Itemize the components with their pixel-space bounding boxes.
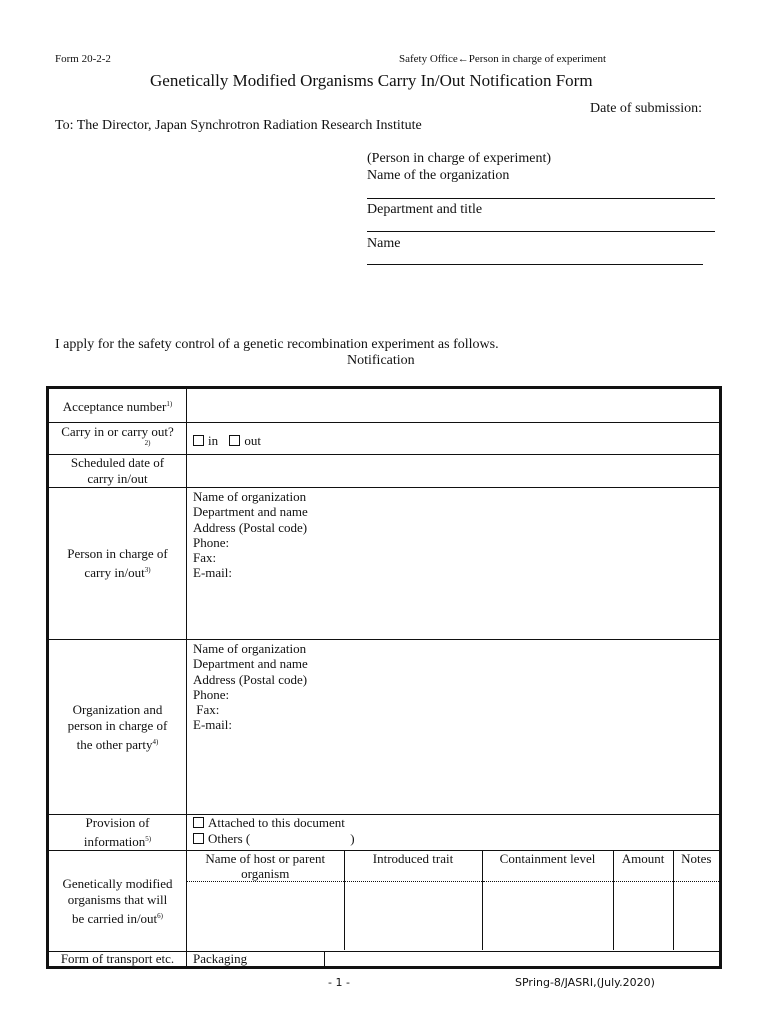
other-email-line: E-mail: — [193, 717, 232, 733]
scheduled-date-field[interactable] — [187, 455, 721, 488]
person-label — [48, 488, 187, 640]
other-party-label-line: Organization and — [72, 701, 163, 717]
row-gmo — [48, 851, 721, 952]
row-other-party — [48, 640, 721, 815]
others-option-label: Others ( — [208, 830, 251, 846]
person-email-line: E-mail: — [193, 565, 232, 581]
col-host-line: Name of host or parent — [205, 851, 326, 866]
note-ref: 2) — [144, 439, 151, 447]
form-number: Form 20-2-2 — [55, 53, 111, 65]
note-ref: 3) — [144, 566, 151, 574]
col-amount: Amount — [613, 851, 673, 882]
col-notes: Notes — [673, 851, 719, 882]
out-checkbox[interactable] — [229, 433, 261, 448]
checkbox-icon[interactable] — [193, 817, 204, 828]
addressee: To: The Director, Japan Synchrotron Radiation Research Institute — [55, 118, 422, 133]
row-carry — [48, 423, 721, 455]
others-close-paren: ) — [350, 830, 355, 846]
organization-line[interactable] — [367, 198, 715, 199]
checkbox-icon[interactable] — [193, 435, 204, 446]
scheduled-label-line: carry in/out — [87, 471, 148, 486]
other-address-line: Address (Postal code) — [193, 671, 308, 687]
gmo-header-row — [187, 851, 719, 882]
provision-label-line: Provision of — [85, 815, 150, 830]
trait-field[interactable] — [344, 882, 482, 950]
name-line[interactable] — [367, 264, 703, 265]
version-label: SPring-8/JASRI,(July.2020) — [515, 976, 655, 989]
col-host-line: organism — [241, 866, 290, 881]
other-party-label-line: person in charge of — [67, 717, 168, 733]
gmo-label-line: organisms that will — [67, 891, 168, 907]
other-dept-line: Department and name — [193, 656, 308, 672]
gmo-label — [48, 851, 187, 952]
gmo-label-line: be carried in/out — [71, 910, 158, 926]
routing-label: Safety Office←Person in charge of experiment — [399, 53, 606, 65]
other-party-label-line: the other party — [76, 736, 153, 752]
in-option-label: in — [208, 432, 219, 448]
notes-field[interactable] — [673, 882, 719, 950]
acceptance-number-field[interactable] — [187, 388, 721, 423]
in-checkbox[interactable] — [193, 433, 218, 448]
other-org-line: Name of organization — [193, 641, 307, 656]
page-number: - 1 - — [328, 976, 350, 989]
provision-label-line: information — [83, 834, 146, 849]
col-level: Containment level — [482, 851, 613, 882]
checkbox-icon[interactable] — [229, 435, 240, 446]
name-label: Name — [367, 236, 401, 251]
note-ref: 5) — [145, 835, 152, 843]
organization-label: Name of the organization — [367, 168, 510, 183]
applicant-heading: (Person in charge of experiment) — [367, 151, 552, 166]
transport-label: Form of transport etc. — [48, 952, 187, 968]
provision-label — [48, 815, 187, 851]
transport-grid — [187, 952, 721, 968]
carry-label — [48, 423, 187, 455]
person-org-line: Name of organization — [193, 489, 307, 504]
packaging-field[interactable] — [324, 952, 719, 966]
notification-heading: Notification — [347, 353, 415, 368]
scheduled-label — [48, 455, 187, 488]
note-ref: 6) — [157, 911, 164, 920]
carry-options — [187, 423, 721, 455]
level-field[interactable] — [482, 882, 613, 950]
acceptance-label — [48, 388, 187, 423]
note-ref: 4) — [152, 737, 159, 746]
others-checkbox[interactable] — [193, 831, 719, 847]
person-dept-line: Department and name — [193, 504, 308, 520]
amount-field[interactable] — [613, 882, 673, 950]
gmo-grid — [187, 851, 721, 952]
person-details-field[interactable] — [187, 488, 721, 640]
transport-row — [187, 952, 719, 966]
gmo-inner-table — [187, 851, 719, 950]
gmo-label-line: Genetically modified — [62, 875, 173, 891]
provision-options — [187, 815, 721, 851]
other-phone-line: Phone: — [193, 686, 230, 702]
application-statement: I apply for the safety control of a genetic recombination experiment as follows. — [55, 337, 499, 352]
col-trait: Introduced trait — [344, 851, 482, 882]
host-field[interactable] — [187, 882, 344, 950]
out-option-label: out — [244, 432, 261, 448]
person-phone-line: Phone: — [193, 534, 230, 550]
attached-option-label: Attached to this document — [208, 815, 345, 830]
row-person-in-charge — [48, 488, 721, 640]
person-label-line: Person in charge of — [67, 546, 168, 561]
row-acceptance — [48, 388, 721, 423]
person-label-line: carry in/out — [84, 565, 145, 580]
transport-inner-table — [187, 952, 719, 966]
person-address-line: Address (Postal code) — [193, 519, 308, 535]
other-party-details-field[interactable] — [187, 640, 721, 815]
form-title: Genetically Modified Organisms Carry In/Out Notification Form — [150, 71, 593, 90]
checkbox-icon[interactable] — [193, 833, 204, 844]
attached-checkbox[interactable] — [193, 815, 719, 831]
other-party-label — [48, 640, 187, 815]
scheduled-label-line: Scheduled date of — [70, 455, 165, 470]
note-ref: 1) — [166, 400, 173, 408]
row-transport — [48, 952, 721, 968]
submission-date-label: Date of submission: — [590, 101, 702, 116]
department-line[interactable] — [367, 231, 715, 232]
row-provision — [48, 815, 721, 851]
acceptance-label-text: Acceptance number — [62, 399, 167, 414]
department-label: Department and title — [367, 202, 483, 217]
row-scheduled — [48, 455, 721, 488]
col-host — [187, 851, 344, 882]
notification-table — [46, 386, 722, 969]
other-fax-line: Fax: — [193, 702, 220, 718]
person-fax-line: Fax: — [193, 550, 217, 566]
carry-label-text: Carry in or carry out? — [61, 424, 174, 439]
packaging-label: Packaging — [193, 951, 248, 966]
gmo-entry-row — [187, 882, 719, 950]
